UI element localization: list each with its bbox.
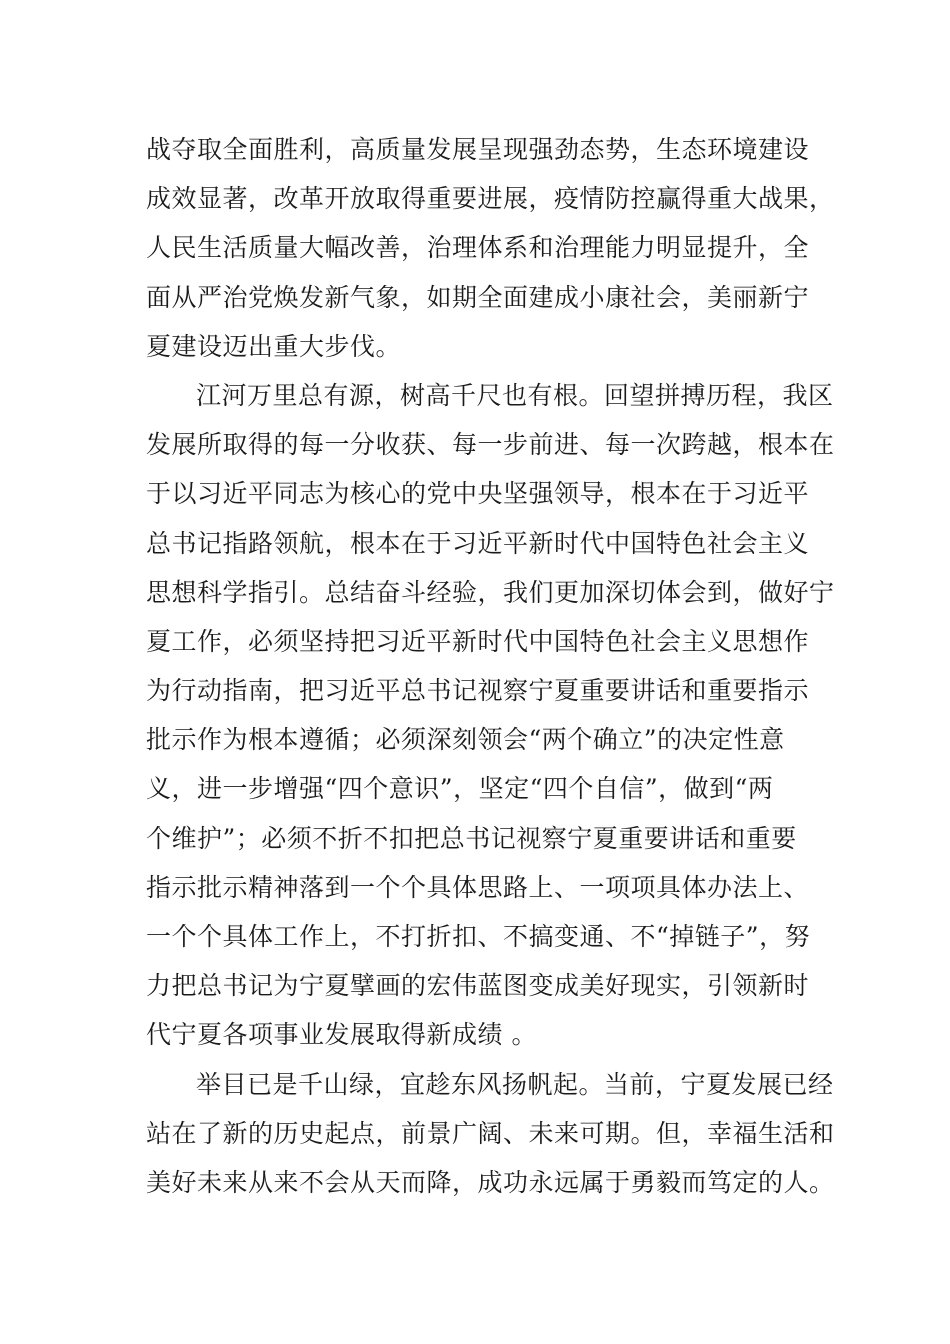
text-line: 于以习近平同志为核心的党中央坚强领导，根本在于习近平 [146, 479, 810, 509]
text-line: 一个个具体工作上，不打折扣、不搞变通、不“掉链子”，努 [146, 922, 811, 951]
text-line: 夏工作，必须坚持把习近平新时代中国特色社会主义思想作 [146, 626, 810, 656]
text-line: 力把总书记为宁夏擘画的宏伟蓝图变成美好现实，引领新时 [146, 971, 810, 1001]
text-line: 夏建设迈出重大步伐。 [146, 331, 402, 361]
text-line: 发展所取得的每一分收获、每一步前进、每一次跨越，根本在 [146, 430, 835, 460]
text-line: 代宁夏各项事业发展取得新成绩 。 [146, 1020, 537, 1050]
text-line: 站在了新的历史起点，前景广阔、未来可期。但，幸福生活和 [146, 1118, 835, 1148]
text-line: 为行动指南，把习近平总书记视察宁夏重要讲话和重要指示 [146, 676, 810, 706]
text-line: 批示作为根本遵循；必须深刻领会“两个确立”的决定性意 [146, 725, 785, 755]
text-line: 成效显著，改革开放取得重要进展，疫情防控赢得重大战果， [146, 184, 835, 214]
text-line: 思想科学指引。总结奋斗经验，我们更加深切体会到，做好宁 [146, 577, 835, 607]
text-line: 指示批示精神落到一个个具体思路上、一项项具体办法上、 [146, 872, 810, 902]
text-line: 人民生活质量大幅改善，治理体系和治理能力明显提升，全 [146, 233, 810, 263]
text-line: 个维护”；必须不折不扣把总书记视察宁夏重要讲话和重要 [146, 823, 797, 853]
text-line: 美好未来从来不会从天而降，成功永远属于勇毅而笃定的人。 [146, 1167, 835, 1197]
text-line: 面从严治党焕发新气象，如期全面建成小康社会，美丽新宁 [146, 282, 810, 312]
text-line: 战夺取全面胜利，高质量发展呈现强劲态势，生态环境建设 [146, 135, 810, 164]
document-body [146, 125, 866, 1207]
paragraph-3 [146, 1060, 866, 1208]
paragraph-2 [146, 371, 866, 1060]
paragraph-1 [146, 125, 866, 371]
text-line: 总书记指路领航，根本在于习近平新时代中国特色社会主义 [146, 528, 810, 558]
text-line: 江河万里总有源，树高千尺也有根。回望拼搏历程，我区 [196, 380, 834, 410]
text-line: 举目已是千山绿，宜趁东风扬帆起。当前，宁夏发展已经 [196, 1069, 834, 1099]
text-line: 义，进一步增强“四个意识”，坚定“四个自信”，做到“两 [146, 774, 774, 804]
